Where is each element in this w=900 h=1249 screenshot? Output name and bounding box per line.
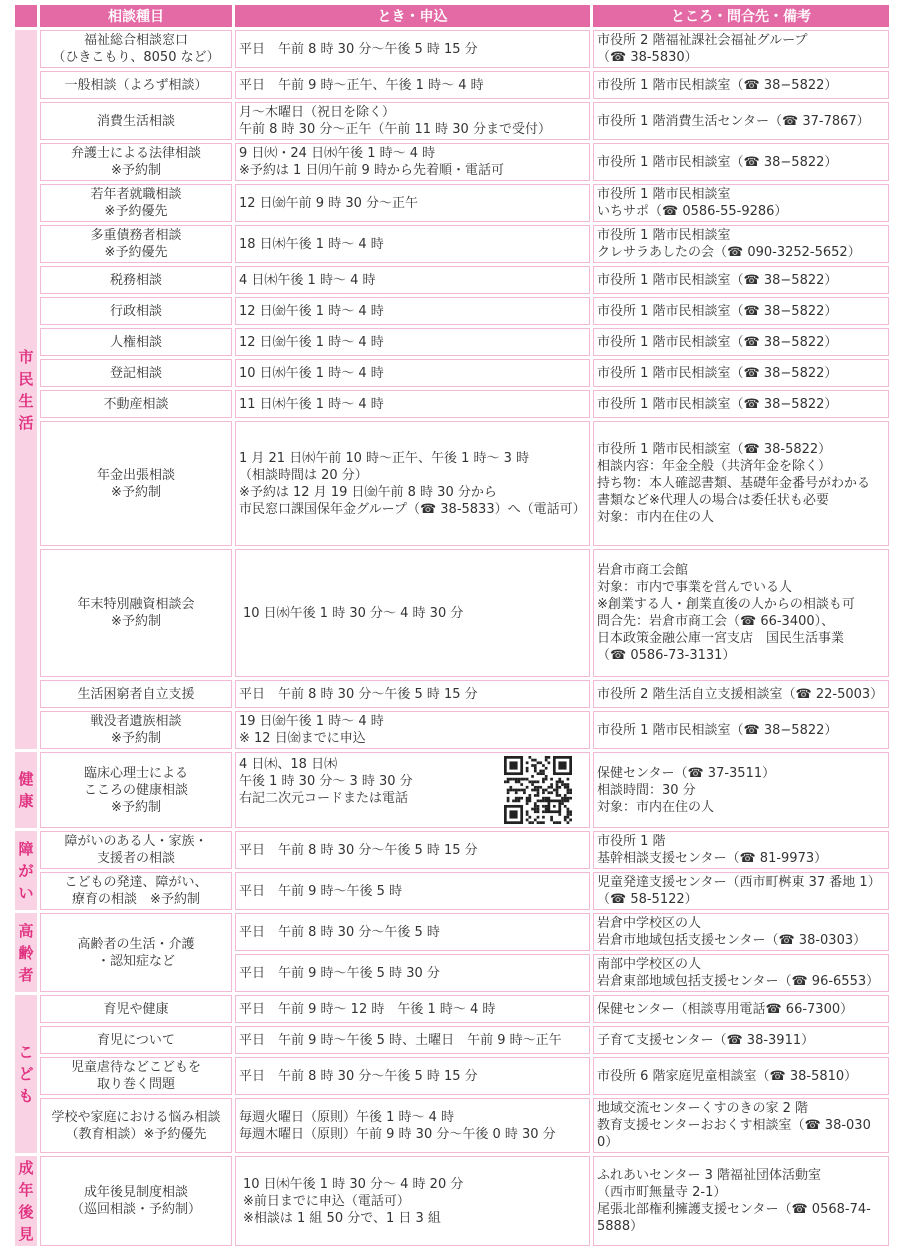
table-row: [15, 1098, 889, 1153]
schedule-cell: [235, 913, 590, 951]
cell-line: 市役所 1 階市民相談室（☎ 38−5822）: [597, 722, 838, 738]
cell-line: ※予約優先: [104, 245, 168, 260]
consultation-type: [40, 266, 232, 294]
consultation-type: [40, 328, 232, 356]
cell-line: 対象：市内で事業を営んでいる人: [597, 580, 793, 595]
cell-line: ※予約制: [111, 163, 161, 178]
category-char: 齢: [18, 943, 34, 962]
location-cell: [593, 143, 889, 181]
cell-line: 児童発達支援センター（西市町桝東 37 番地 1）: [597, 875, 881, 890]
location-cell: [593, 831, 889, 869]
location-cell: [593, 752, 889, 828]
table-row: [15, 752, 889, 828]
category-kodomo: [15, 995, 37, 1153]
cell-line: 岩倉市商工会館: [597, 563, 689, 578]
cell-line: 市役所 1 階市民相談室（☎ 38−5822）: [597, 396, 838, 412]
location-cell: [593, 225, 889, 263]
table-row: [15, 1026, 889, 1054]
category-char: 生: [18, 391, 34, 410]
consultation-type: [40, 359, 232, 387]
table-row: [15, 711, 889, 749]
cell-line: 10 日㈬午後 1 時～ 4 時: [239, 365, 384, 381]
header-row: [15, 5, 889, 27]
cell-line: 岩倉東部地域包括支援センター（☎ 96-6553）: [597, 974, 880, 989]
cell-line: ※予約制: [111, 614, 161, 629]
location-cell: [593, 184, 889, 222]
cell-line: 相談内容：年金全般（共済年金を除く）: [597, 459, 832, 474]
cell-line: 平日 午前 8 時 30 分～午後 5 時 15 分: [239, 41, 478, 57]
cell-line: 市役所 1 階市民相談室（☎ 38−5822）: [597, 334, 838, 350]
cell-line: 18 日㈭午後 1 時～ 4 時: [239, 236, 384, 252]
consultation-type: [40, 143, 232, 181]
cell-line: ※予約制: [111, 799, 161, 815]
location-cell: [593, 102, 889, 140]
category-koreisha: [15, 913, 37, 992]
schedule-cell: [235, 421, 590, 546]
category-char: 見: [18, 1225, 34, 1243]
cell-line: 5888）: [597, 1219, 644, 1234]
cell-line: 対象：市内在住の人: [597, 799, 715, 815]
category-shogai: [15, 831, 37, 910]
location-cell: [593, 680, 889, 708]
cell-line: 一般相談（よろず相談）: [64, 77, 208, 93]
cell-line: 若年者就職相談: [90, 187, 182, 202]
cell-line: 市役所 6 階家庭児童相談室（☎ 38-5810）: [597, 1068, 858, 1084]
category-char: 成: [18, 1159, 34, 1177]
table-row: [15, 266, 889, 294]
table-row: [15, 995, 889, 1023]
cell-line: 11 日㈭午後 1 時～ 4 時: [239, 396, 384, 412]
table-row: [15, 421, 889, 546]
cell-line: （☎ 38-5830）: [597, 50, 698, 65]
consultation-type: [40, 711, 232, 749]
schedule-cell: [235, 102, 590, 140]
cell-line: 市役所 2 階福祉課社会福祉グループ: [597, 33, 808, 48]
cell-line: 平日 午前 9 時～正午、午後 1 時～ 4 時: [239, 77, 484, 93]
cell-line: 教育支援センターおおくす相談室（☎ 38-0300）: [597, 1118, 871, 1150]
schedule-cell: [235, 995, 590, 1023]
category-kenko: [15, 752, 37, 828]
category-char: 活: [18, 413, 34, 432]
cell-line: 持ち物：本人確認書類、基礎年金番号がわかる: [597, 476, 871, 491]
cell-line: 4 日㈭午後 1 時～ 4 時: [239, 272, 376, 288]
location-cell: [593, 1057, 889, 1095]
cell-line: こころの健康相談: [83, 782, 188, 798]
location-cell: [593, 954, 889, 992]
cell-line: 問合先：岩倉市商工会（☎ 66-3400）、: [597, 614, 835, 629]
category-shimin: [15, 30, 37, 749]
consultation-type: [40, 1156, 232, 1246]
cell-line: 市役所 1 階消費生活センター（☎ 37-7867）: [597, 113, 870, 129]
consultation-type: [40, 184, 232, 222]
cell-line: 12 日㈮午後 1 時～ 4 時: [239, 334, 384, 350]
cell-line: ※予約は 1 日㈪午前 9 時から先着順・電話可: [239, 163, 504, 178]
cell-line: 育児や健康: [103, 1001, 169, 1017]
cell-line: ※予約制: [111, 484, 161, 500]
cell-line: 平日 午前 8 時 30 分～午後 5 時 15 分: [239, 686, 478, 702]
cell-line: 取り巻く問題: [96, 1077, 175, 1092]
cell-line: （☎ 0586-73-3131）: [597, 648, 736, 663]
location-cell: [593, 1156, 889, 1246]
cell-line: 不動産相談: [103, 396, 169, 412]
consultation-type: [40, 1026, 232, 1054]
schedule-cell: [235, 30, 590, 68]
cell-line: 高齢者の生活・介護: [77, 936, 195, 952]
table-row: [15, 1057, 889, 1095]
consultation-type: [40, 102, 232, 140]
cell-line: ※創業する人・創業直後の人からの相談も可: [597, 597, 855, 612]
cell-line: 午後 1 時 30 分～ 3 時 30 分: [239, 774, 413, 789]
cell-line: 保健センター（相談専用電話☎ 66-7300）: [597, 1001, 854, 1017]
cell-line: 12 日㈮午後 1 時～ 4 時: [239, 303, 384, 319]
cell-line: （☎ 58-5122）: [597, 892, 698, 907]
cell-line: 行政相談: [109, 303, 162, 319]
cell-line: 市役所 1 階市民相談室（☎ 38−5822）: [597, 272, 838, 288]
cell-line: 市役所 1 階市民相談室（☎ 38−5822）: [597, 365, 838, 381]
table-row: [15, 549, 889, 677]
category-char: が: [18, 861, 34, 880]
category-char: 障: [18, 839, 34, 858]
location-cell: [593, 359, 889, 387]
cell-line: ・認知症など: [96, 953, 175, 969]
cell-line: 弁護士による法律相談: [70, 146, 201, 161]
table-row: [15, 872, 889, 910]
cell-line: 10 日㈭午後 1 時 30 分～ 4 時 20 分: [243, 1176, 464, 1192]
consultation-type: [40, 995, 232, 1023]
category-char: 健: [18, 770, 34, 788]
schedule-cell: [235, 752, 590, 828]
schedule-cell: [235, 184, 590, 222]
location-cell: [593, 872, 889, 910]
table-row: [15, 831, 889, 869]
qr-code-icon: [504, 756, 572, 824]
cell-line: 市民窓口課国保年金グループ（☎ 38-5833）へ（電話可）: [239, 501, 586, 517]
cell-line: 平日 午前 9 時～午後 5 時、土曜日 午前 9 時～正午: [239, 1032, 562, 1048]
consultation-type: [40, 1098, 232, 1153]
cell-line: 12 日㈮午前 9 時 30 分～正午: [239, 195, 419, 211]
table-row: [15, 390, 889, 418]
schedule-cell: [235, 390, 590, 418]
cell-line: 登記相談: [109, 365, 162, 381]
cell-line: ※相談は 1 組 50 分で、1 日 3 組: [243, 1210, 441, 1226]
table-row: [15, 297, 889, 325]
cell-line: 児童虐待などこどもを: [70, 1060, 201, 1075]
schedule-cell: [235, 954, 590, 992]
category-char: い: [18, 883, 34, 902]
cell-line: ふれあいセンター 3 階福祉団体活動室: [597, 1168, 822, 1183]
cell-line: 毎週木曜日（原則）午前 9 時 30 分～午後 0 時 30 分: [239, 1126, 556, 1142]
cell-line: ※予約は 12 月 19 日㈮午前 8 時 30 分から: [239, 484, 497, 500]
cell-line: （巡回相談・予約制）: [70, 1202, 201, 1217]
schedule-cell: [235, 297, 590, 325]
cell-line: （ひきこもり、8050 など）: [52, 50, 220, 65]
table-row: [15, 184, 889, 222]
schedule-cell: [235, 1156, 590, 1246]
cell-line: 障がいのある人・家族・: [64, 834, 208, 849]
cell-line: 市役所 1 階: [597, 834, 666, 849]
schedule-cell: [235, 872, 590, 910]
cell-line: 尾張北部権利擁護支援センター（☎ 0568-74-: [597, 1202, 871, 1217]
category-char: こ: [18, 1043, 34, 1061]
cell-line: いちサポ（☎ 0586-55-9286）: [597, 204, 788, 219]
cell-line: 療育の相談 ※予約制: [72, 892, 200, 907]
table-row: [15, 143, 889, 181]
location-cell: [593, 266, 889, 294]
cell-line: こどもの発達、障がい、: [64, 875, 208, 890]
cell-line: 年末特別融資相談会: [77, 597, 195, 612]
category-char: 者: [18, 965, 34, 984]
cell-line: （相談時間は 20 分）: [239, 467, 368, 483]
cell-line: 南部中学校区の人: [597, 957, 702, 972]
table-row: [15, 102, 889, 140]
cell-line: 19 日㈮午後 1 時～ 4 時: [239, 714, 384, 729]
location-cell: [593, 421, 889, 546]
cell-line: 平日 午前 8 時 30 分～午後 5 時: [239, 924, 440, 940]
table-row: [15, 359, 889, 387]
cell-line: 書類など※代理人の場合は委任状も必要: [597, 493, 829, 508]
location-cell: [593, 711, 889, 749]
schedule-cell: [235, 1057, 590, 1095]
consultation-type: [40, 872, 232, 910]
consultation-type: [40, 297, 232, 325]
cell-line: 平日 午前 8 時 30 分～午後 5 時 15 分: [239, 1068, 478, 1084]
category-char: も: [18, 1087, 34, 1105]
category-char: ど: [18, 1065, 34, 1083]
header-type: 相談種目: [40, 5, 232, 27]
cell-line: 支援者の相談: [96, 851, 175, 866]
cell-line: クレサラあしたの会（☎ 090-3252-5652）: [597, 245, 861, 260]
table-row: [15, 30, 889, 68]
cell-line: 人権相談: [109, 334, 162, 350]
cell-line: 平日 午前 9 時～午後 5 時: [239, 883, 403, 899]
schedule-cell: [235, 549, 590, 677]
cell-line: 市役所 1 階市民相談室: [597, 228, 731, 243]
table-row: [15, 225, 889, 263]
schedule-cell: [235, 1026, 590, 1054]
schedule-cell: [235, 328, 590, 356]
location-cell: [593, 297, 889, 325]
cell-line: 10 日㈬午後 1 時 30 分～ 4 時 30 分: [243, 605, 464, 621]
schedule-cell: [235, 71, 590, 99]
location-cell: [593, 549, 889, 677]
consultation-type: [40, 680, 232, 708]
consultation-type: [40, 421, 232, 546]
schedule-cell: [235, 359, 590, 387]
cell-line: 生活困窮者自立支援: [77, 686, 195, 702]
table-row: [15, 913, 889, 951]
category-char: 市: [18, 347, 34, 366]
cell-line: 学校や家庭における悩み相談: [51, 1109, 221, 1125]
cell-line: 臨床心理士による: [83, 765, 188, 781]
cell-line: 地域交流センターくすのきの家 2 階: [597, 1101, 809, 1116]
cell-line: 市役所 1 階市民相談室（☎ 38−5822）: [597, 77, 838, 93]
table-row: [15, 328, 889, 356]
consultation-type: [40, 30, 232, 68]
cell-line: 月～木曜日（祝日を除く）: [239, 105, 396, 120]
consultation-type: [40, 752, 232, 828]
schedule-cell: [235, 711, 590, 749]
cell-line: 対象：市内在住の人: [597, 510, 715, 525]
cell-line: 市役所 1 階市民相談室: [597, 187, 731, 202]
cell-line: 平日 午前 9 時～ 12 時 午後 1 時～ 4 時: [239, 1001, 496, 1017]
cell-line: 毎週火曜日（原則）午後 1 時～ 4 時: [239, 1109, 455, 1125]
schedule-cell: [235, 143, 590, 181]
cell-line: 平日 午前 9 時～午後 5 時 30 分: [239, 965, 440, 981]
category-koken: [15, 1156, 37, 1246]
category-char: 後: [18, 1203, 34, 1221]
consultation-type: [40, 831, 232, 869]
location-cell: [593, 1098, 889, 1153]
cell-line: 消費生活相談: [96, 113, 175, 129]
cell-line: （西市町無量寺 2-1）: [597, 1185, 727, 1200]
schedule-cell: [235, 1098, 590, 1153]
cell-line: 平日 午前 8 時 30 分～午後 5 時 15 分: [239, 842, 478, 858]
cell-line: 岩倉中学校区の人: [597, 916, 702, 931]
location-cell: [593, 995, 889, 1023]
table-row: [15, 680, 889, 708]
category-char: 民: [18, 369, 34, 388]
cell-line: 日本政策金融公庫一宮支店 国民生活事業: [597, 631, 845, 646]
cell-line: 成年後見制度相談: [83, 1185, 188, 1200]
cell-line: 子育て支援センター（☎ 38-3911）: [597, 1032, 815, 1048]
cell-line: 4 日㈭、18 日㈭: [239, 757, 338, 772]
consultation-type: [40, 225, 232, 263]
consultation-type: [40, 913, 232, 992]
cell-line: ※予約優先: [104, 204, 168, 219]
cell-line: 市役所 1 階市民相談室（☎ 38−5822）: [597, 303, 838, 319]
cell-line: 市役所 2 階生活自立支援相談室（☎ 22-5003）: [597, 686, 884, 702]
category-char: 年: [18, 1181, 34, 1199]
cell-line: ※ 12 日㈮までに申込: [239, 731, 366, 746]
location-cell: [593, 71, 889, 99]
header-cat: [15, 5, 37, 27]
schedule-cell: [235, 831, 590, 869]
schedule-cell: [235, 225, 590, 263]
cell-line: 1 月 21 日㈬午前 10 時～正午、午後 1 時～ 3 時: [239, 450, 530, 466]
cell-line: 育児について: [97, 1032, 175, 1048]
table-row: [15, 71, 889, 99]
cell-line: 福祉総合相談窓口: [83, 33, 188, 48]
consultation-type: [40, 390, 232, 418]
cell-line: 右記二次元コードまたは電話: [239, 791, 409, 806]
category-char: 康: [18, 792, 34, 810]
cell-line: 岩倉市地域包括支援センター（☎ 38-0303）: [597, 933, 867, 948]
cell-line: 午前 8 時 30 分～正午（午前 11 時 30 分まで受付）: [239, 122, 551, 137]
header-when: とき・申込: [235, 5, 590, 27]
consultation-table: [12, 2, 892, 1249]
location-cell: [593, 1026, 889, 1054]
schedule-cell: [235, 266, 590, 294]
cell-line: 9 日㈫・24 日㈬午後 1 時～ 4 時: [239, 146, 436, 161]
cell-line: ※前日までに申込（電話可）: [243, 1193, 410, 1209]
cell-line: 多重債務者相談: [90, 228, 182, 243]
table-row: [15, 1156, 889, 1246]
cell-line: 保健センター（☎ 37-3511）: [597, 765, 776, 781]
location-cell: [593, 913, 889, 951]
cell-line: 基幹相談支援センター（☎ 81-9973）: [597, 851, 828, 866]
consultation-type: [40, 1057, 232, 1095]
cell-line: （教育相談）※予約優先: [65, 1126, 207, 1142]
location-cell: [593, 30, 889, 68]
cell-line: 戦没者遺族相談: [90, 714, 182, 729]
consultation-type: [40, 71, 232, 99]
cell-line: 税務相談: [109, 272, 162, 288]
cell-line: 市役所 1 階市民相談室（☎ 38−5822）: [597, 154, 838, 170]
category-char: 高: [18, 921, 34, 940]
cell-line: 年金出張相談: [96, 467, 175, 483]
table-body: [15, 30, 889, 1246]
schedule-cell: [235, 680, 590, 708]
location-cell: [593, 328, 889, 356]
location-cell: [593, 390, 889, 418]
header-where: ところ・問合先・備考: [593, 5, 889, 27]
consultation-type: [40, 549, 232, 677]
cell-line: ※予約制: [111, 731, 161, 746]
cell-line: 市役所 1 階市民相談室（☎ 38-5822）: [597, 442, 832, 457]
cell-line: 相談時間：30 分: [597, 782, 696, 798]
